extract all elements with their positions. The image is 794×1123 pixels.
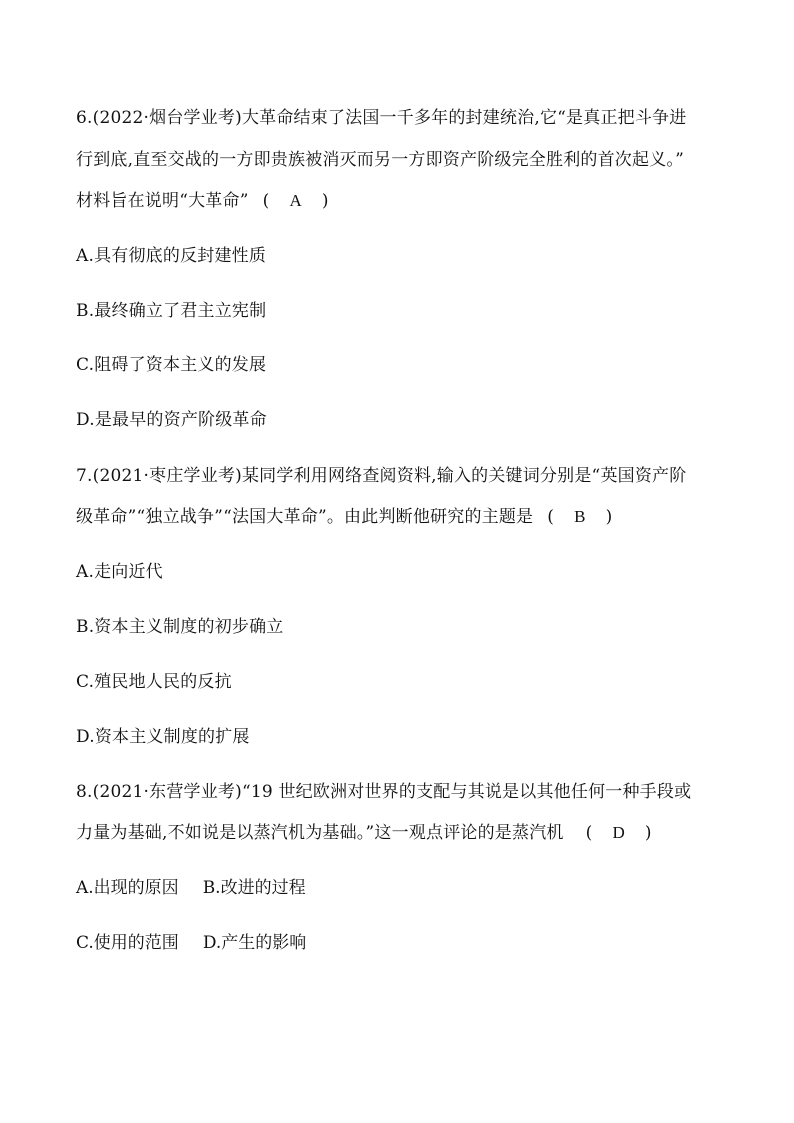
question-6-option-c: C.阻碍了资本主义的发展 — [76, 355, 267, 375]
question-6-stem-text: 材料旨在说明“大革命” — [76, 191, 249, 211]
question-6-option-d: D.是最早的资产阶级革命 — [76, 410, 267, 430]
question-6-stem-line-3 — [76, 190, 329, 212]
question-7-stem-line-1: 7.(2021·枣庄学业考)某同学利用网络查阅资料,输入的关键词分别是“英国资产阶 — [76, 466, 687, 486]
question-8-stem-text: 力量为基础,不如说是以蒸汽机为基础。”这一观点评论的是蒸汽机 — [76, 823, 564, 843]
question-7-option-a: A.走向近代 — [76, 562, 163, 582]
question-7-option-d: D.资本主义制度的扩展 — [76, 727, 250, 747]
question-8-stem-line-1: 8.(2021·东营学业考)“19 世纪欧洲对世界的支配与其说是以其他任何一种手段或 — [76, 782, 692, 802]
question-8-option-a: A.出现的原因 — [76, 878, 179, 898]
question-8-options-row-1 — [76, 877, 306, 899]
question-6-option-a: A.具有彻底的反封建性质 — [76, 246, 267, 266]
question-8-option-c: C.使用的范围 — [76, 933, 179, 953]
question-6-option-b: B.最终确立了君主立宪制 — [76, 301, 267, 321]
question-8-answer-bracket: ( D ) — [585, 823, 652, 843]
question-7-option-c: C.殖民地人民的反抗 — [76, 672, 232, 692]
question-6-stem-line-1: 6.(2022·烟台学业考)大革命结束了法国一千多年的封建统治,它“是真正把斗争进 — [76, 108, 687, 128]
question-6-stem-line-2: 行到底,直至交战的一方即贵族被消灭而另一方即资产阶级完全胜利的首次起义。” — [76, 150, 684, 170]
question-8-stem-line-2 — [76, 822, 652, 844]
question-7-answer: B — [574, 507, 586, 526]
question-7-answer-bracket: ( B ) — [547, 507, 613, 527]
question-6-answer: A — [289, 191, 302, 210]
question-8-answer: D — [612, 823, 625, 842]
question-7-stem-text: 级革命”“独立战争”“法国大革命”。由此判断他研究的主题是 — [76, 507, 534, 527]
question-6-answer-bracket: ( A ) — [262, 191, 329, 211]
question-8-option-d: D.产生的影响 — [202, 933, 307, 953]
question-7-option-b: B.资本主义制度的初步确立 — [76, 617, 284, 637]
question-8-options-row-2 — [76, 932, 306, 954]
question-7-stem-line-2 — [76, 506, 613, 528]
question-8-option-b: B.改进的过程 — [202, 878, 306, 898]
